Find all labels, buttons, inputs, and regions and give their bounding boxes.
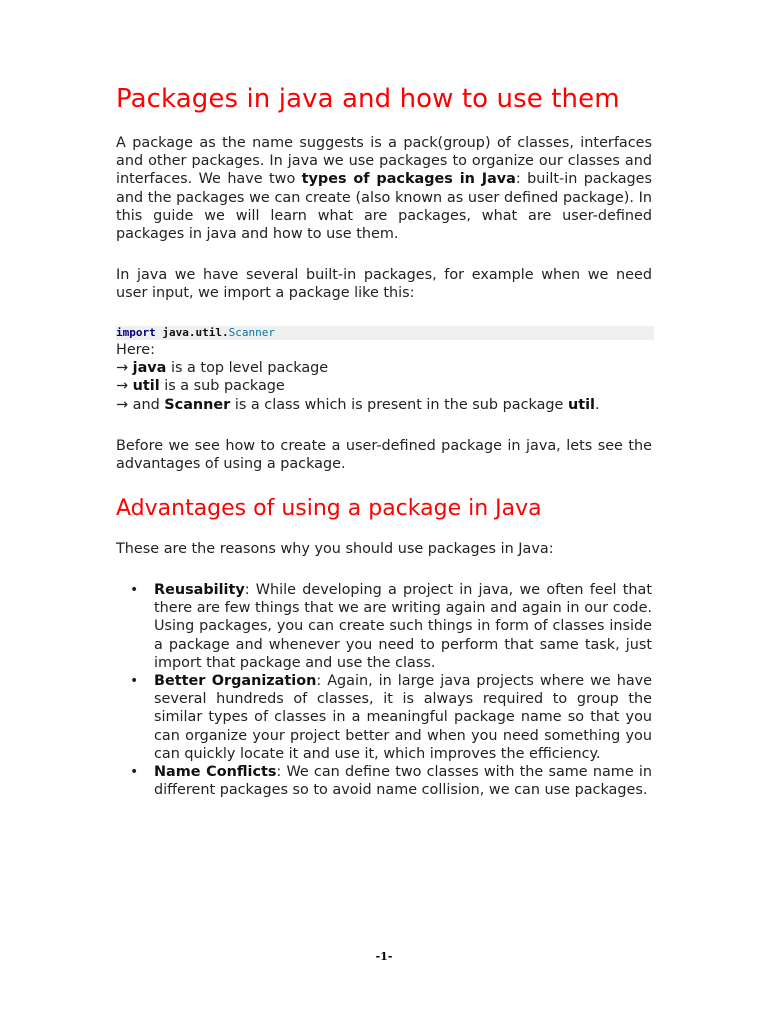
here-item: [116, 396, 652, 414]
intro-bold-term: types of packages in Java: [301, 171, 516, 188]
here-item: [116, 377, 652, 395]
reasons-list: [116, 581, 652, 799]
page-title: Packages in java and how to use them: [116, 84, 620, 114]
reasons-intro: These are the reasons why you should use packages in Java:: [116, 541, 554, 557]
reason-text: : Again, in large java projects where we have several hundreds of classes, it is always required to group the similar types of classes in a meaningful package name so that you can organize your project better and when you need something you can quickly locate it and use it, which improves the efficiency.: [154, 673, 653, 762]
code-snippet: [116, 326, 654, 340]
before-paragraph: Before we see how to create a user-defined package in java, lets see the advantages of using a package.: [116, 438, 652, 473]
here-item-text: is a sub package: [159, 378, 285, 395]
page-number: -1-: [375, 950, 393, 963]
intro-paragraph: [116, 134, 652, 243]
code-package: java.util.: [162, 326, 229, 339]
reason-text: : We can define two classes with the same name in different packages so to avoid name collision, we can use packages.: [154, 764, 652, 799]
here-item-term-2: util: [567, 396, 595, 413]
bullet-icon: •: [130, 764, 139, 781]
bullet-icon: •: [130, 673, 139, 690]
here-item-term: java: [132, 360, 167, 377]
here-item-pre: and: [128, 396, 165, 413]
arrow-icon: →: [116, 396, 129, 413]
intro-text-end: : built-in packages and the packages we can create (also known as user defined package). In this guide we will learn what are packages, what are user-defined packages in java and how to use them.: [116, 171, 652, 243]
here-explanation: [116, 341, 652, 414]
here-item-term: util: [132, 378, 160, 395]
reason-term: Name Conflicts: [154, 764, 277, 781]
here-item-text: is a top level package: [166, 360, 329, 377]
here-item-end: .: [594, 396, 600, 413]
reason-text: : While developing a project in java, we often feel that there are few things that we are writing again and again in our code. Using packages, you can create such things in form of classes inside a package and whenever you need to perform that same task, just import that package and use the class.: [154, 582, 652, 671]
intro-text-start: A package as the name suggests is a pack(group) of classes, interfaces and other packages. In java we use packages to organize our classes and interfaces. We have two: [116, 135, 652, 188]
list-item: [116, 581, 652, 672]
here-item-term: Scanner: [164, 396, 231, 413]
here-item: [116, 359, 652, 377]
builtin-paragraph: In java we have several built-in packages, for example when we need user input, we import a package like this:: [116, 267, 652, 302]
list-item: [116, 672, 652, 763]
bullet-icon: •: [130, 582, 139, 598]
reason-term: Reusability: [154, 582, 245, 598]
arrow-icon: →: [116, 360, 129, 377]
code-keyword: import: [116, 326, 156, 339]
arrow-icon: →: [116, 378, 129, 395]
reason-term: Better Organization: [154, 673, 317, 690]
code-class: Scanner: [228, 326, 275, 339]
here-item-text: is a class which is present in the sub package: [230, 396, 568, 413]
here-label: Here:: [116, 342, 155, 358]
list-item: [116, 763, 652, 799]
section-title: Advantages of using a package in Java: [116, 496, 542, 521]
